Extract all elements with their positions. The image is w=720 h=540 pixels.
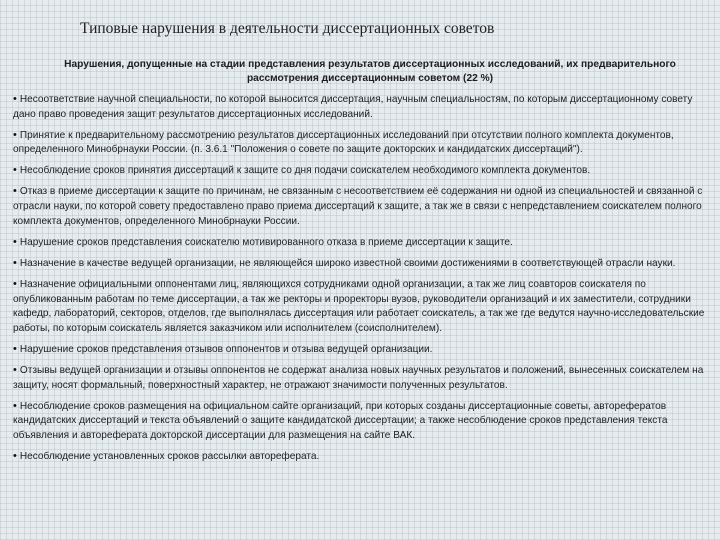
bullet-icon: • (13, 164, 17, 177)
list-item-text: Отзывы ведущей организации и отзывы оппонентов не содержат анализа новых научных результатов и положений, вынесенных соискателем на защиту, носят формальный, поверхностный характер, не отражают значимости полученных результатов. (13, 364, 704, 391)
list-item-text: Несоблюдение установленных сроков рассылки автореферата. (19, 450, 320, 462)
bullet-icon: • (13, 277, 17, 290)
bullet-icon: • (13, 128, 17, 141)
list-item (13, 92, 708, 122)
list-item-text: Нарушение сроков представления соискателю мотивированного отказа в приеме диссертации к защите. (19, 236, 513, 248)
slide-title: Типовые нарушения в деятельности диссертационных советов (80, 20, 495, 37)
bullet-icon: • (13, 363, 17, 376)
bullet-icon: • (13, 399, 17, 412)
list-item-text: Нарушение сроков представления отзывов оппонентов и отзыва ведущей организации. (19, 343, 433, 355)
list-item (13, 449, 708, 465)
list-item-text: Принятие к предварительному рассмотрению результатов диссертационных исследований при отсутствии полного комплекта документов, определенного Минобрнауки России. (п. 3.6.1 "Положения о совете по защите докторских и кандидатских диссертаций"). (13, 129, 674, 156)
list-item-text: Несоответствие научной специальности, по которой выносится диссертация, научным специальностям, по которым диссертационному совету дано право проведения защит результатов диссертационных исследований. (13, 94, 693, 120)
list-item-text: Назначение в качестве ведущей организации, не являющейся широко известной своими достижениями в соответствующей отрасли науки. (19, 257, 676, 269)
bullet-icon: • (13, 235, 17, 248)
list-item (13, 342, 708, 358)
bullet-icon: • (13, 93, 17, 105)
list-item-text: Несоблюдение сроков принятия диссертаций к защите со дня подачи соискателем необходимого комплекта документов. (19, 165, 591, 177)
bullet-icon: • (13, 256, 17, 269)
list-item (13, 256, 708, 272)
list-item-text: Отказ в приеме диссертации к защите по причинам, не связанным с несоответствием её содержания ни одной из специальностей и связанной с отрасли науки, по которой совету предоставлено право приема диссертаций к защите, а так же в связи с непредставлением соискателем полного комплекта документов, определенного Минобрнауки России. (13, 186, 703, 227)
list-item (13, 184, 708, 229)
list-item (13, 277, 708, 336)
list-item (13, 363, 708, 393)
list-item (13, 128, 708, 158)
list-item-text: Несоблюдение сроков размещения на официальном сайте организаций, при которых созданы диссертационные советы, авторефератов кандидатских диссертаций и текста объявлений о защите кандидатской диссертации; а также несоблюдение сроков представления текста объявления и автореферата докторской диссертации для размещения на сайте ВАК. (13, 400, 668, 441)
bullet-icon: • (13, 185, 17, 198)
bullet-icon: • (13, 449, 17, 462)
bullet-icon: • (13, 342, 17, 355)
list-item (13, 399, 708, 444)
list-item-text: Назначение официальными оппонентами лиц, являющихся сотрудниками одной организации, а так же лиц соавторов соискателя по опубликованным работам по теме диссертации, а так же ректоры и проректоры вузов, руководители организаций и их заместители, сотрудники кафедр, лабораторий, секторов, отделов, где выполнялась диссертация или работает соискатель, а так же где ведутся научно-исследовательские работы, по которым соискатель является заказчиком или исполнителем (соисполнителем). (13, 278, 705, 334)
list-item (13, 163, 708, 179)
violations-list (13, 92, 708, 470)
list-item (13, 235, 708, 251)
slide-subtitle: Нарушения, допущенные на стадии представления результатов диссертационных исследований, их предварительного рассмотрения диссертационным советом (22 %) (64, 59, 676, 84)
